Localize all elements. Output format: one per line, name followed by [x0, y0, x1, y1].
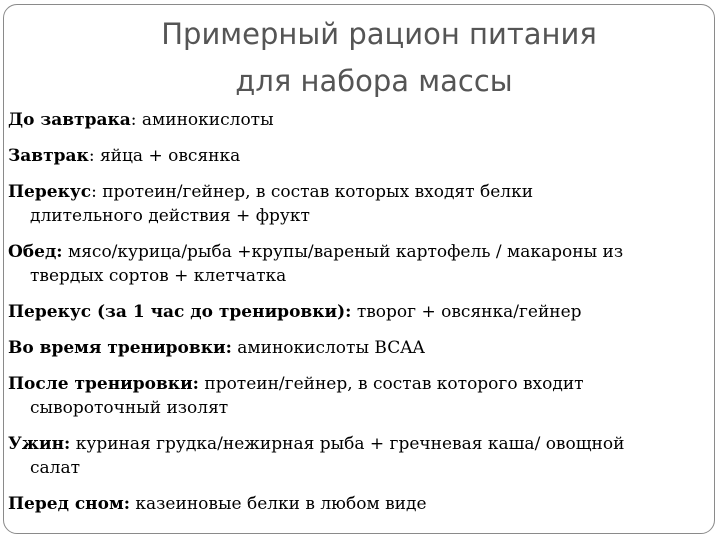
item-text: аминокислоты BCAA — [231, 338, 425, 358]
item-continuation: длительного действия + фрукт — [30, 206, 310, 226]
list-item-snack — [8, 180, 712, 228]
item-label: Завтрак — [8, 146, 89, 166]
item-text: : аминокислоты — [130, 110, 274, 130]
list-item-after-workout — [8, 372, 712, 420]
title-line-2: для набора массы — [235, 64, 513, 98]
item-text: : яйца + овсянка — [88, 146, 241, 166]
item-label: Перед сном: — [8, 494, 130, 514]
item-label: Во время тренировки: — [8, 338, 232, 358]
list-item-before-sleep — [8, 492, 712, 516]
list-item-breakfast — [8, 144, 712, 168]
item-text: протеин/гейнер, в состав которого входит — [198, 374, 584, 394]
list-item-pre-workout-snack — [8, 300, 712, 324]
item-continuation: сывороточный изолят — [30, 398, 229, 418]
diet-list — [8, 108, 712, 528]
list-item-lunch — [8, 240, 712, 288]
item-label: До завтрака — [8, 110, 131, 130]
item-text: : протеин/гейнер, в состав которых входят белки — [91, 182, 534, 202]
item-continuation: твердых сортов + клетчатка — [30, 266, 287, 286]
list-item-before-breakfast — [8, 108, 712, 132]
item-text: мясо/курица/рыба +крупы/вареный картофель / макароны из — [62, 242, 624, 262]
item-label: Ужин: — [8, 434, 71, 454]
slide-title — [4, 11, 714, 105]
item-label: После тренировки: — [8, 374, 199, 394]
item-label: Перекус — [8, 182, 92, 202]
list-item-during-workout — [8, 336, 712, 360]
item-label: Перекус (за 1 час до тренировки): — [8, 302, 352, 322]
item-label: Обед: — [8, 242, 63, 262]
item-continuation: салат — [30, 458, 80, 478]
list-item-dinner — [8, 432, 712, 480]
title-line-1: Примерный рацион питания — [161, 17, 597, 51]
item-text: творог + овсянка/гейнер — [351, 302, 582, 322]
item-text: казеиновые белки в любом виде — [130, 494, 427, 514]
item-text: куриная грудка/нежирная рыба + гречневая каша/ овощной — [70, 434, 625, 454]
slide — [3, 4, 715, 534]
